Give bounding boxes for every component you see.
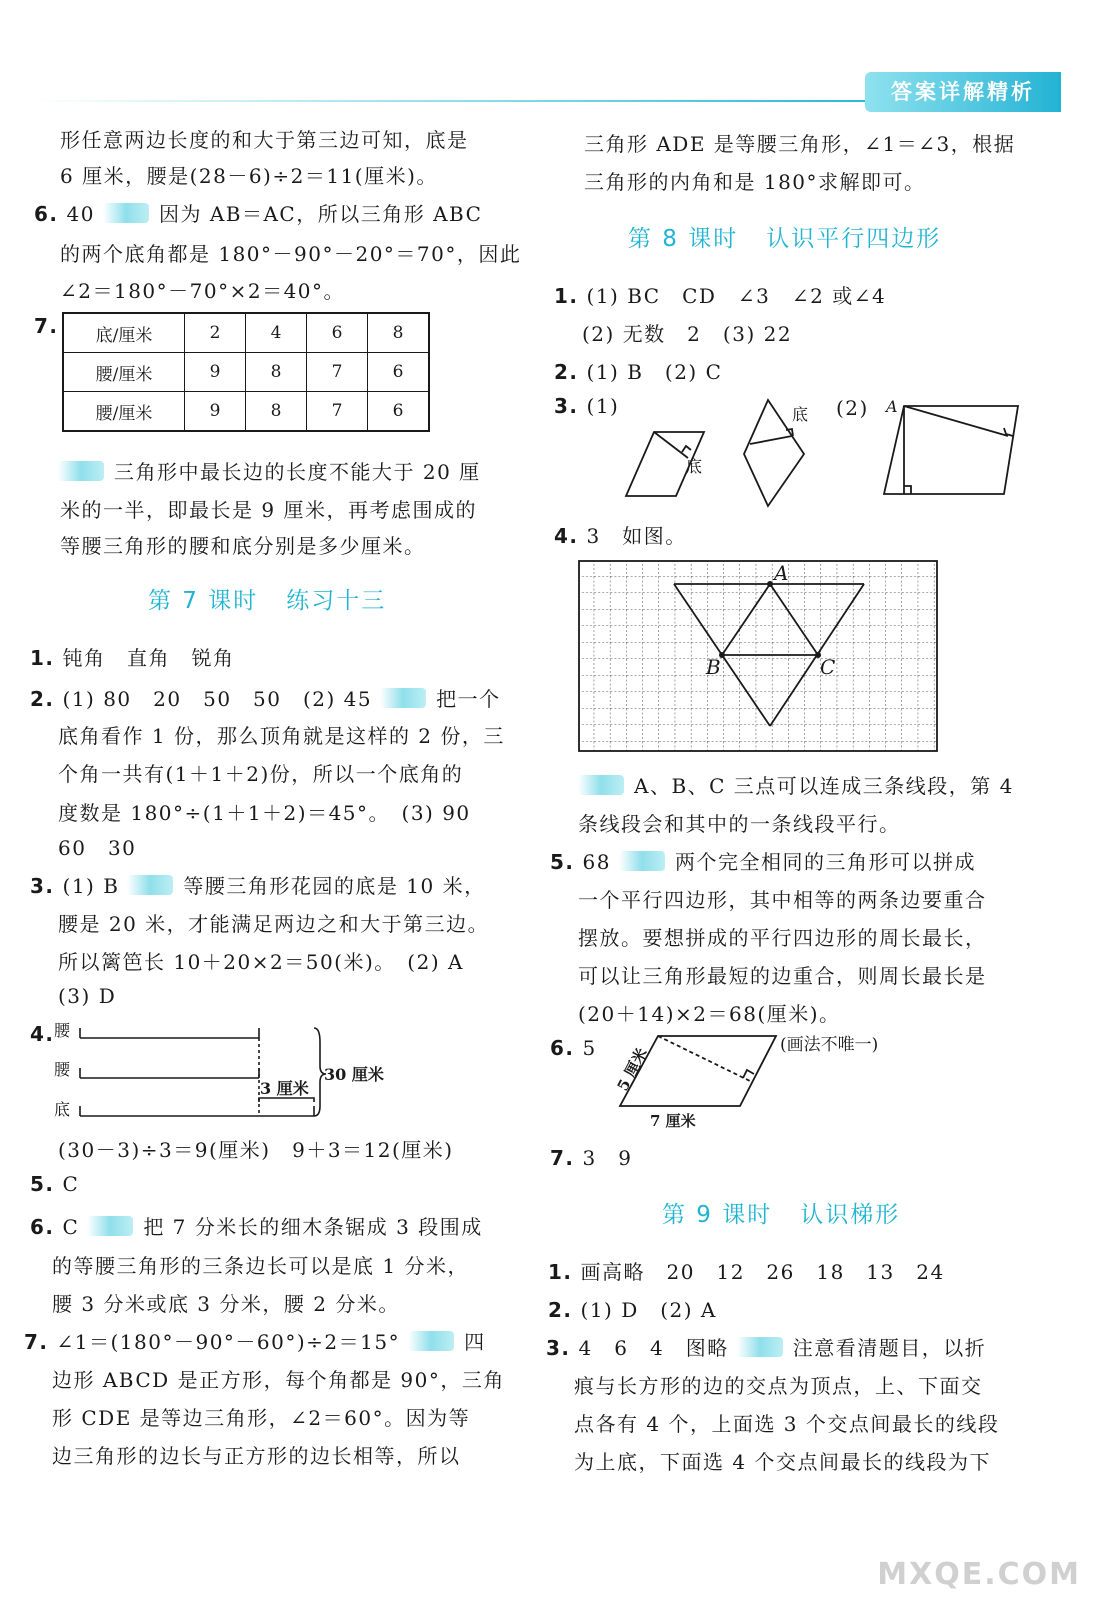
text-line: 米的一半，即最长是 9 厘米，再考虑围成的	[60, 498, 477, 522]
answer: (1) D (2) A	[580, 1298, 717, 1322]
section-title-9	[662, 1196, 900, 1229]
text-line: 60 30	[58, 836, 137, 860]
answer-1	[548, 1256, 945, 1285]
answer: 68	[582, 850, 611, 874]
answer-2	[30, 683, 501, 712]
answer: (1) B (2) C	[586, 360, 723, 384]
segment-diagram	[52, 1018, 412, 1128]
answer: C	[62, 1215, 80, 1239]
question-number: 1.	[30, 646, 55, 670]
table-cell: 6	[307, 313, 368, 353]
text-line: 腰是 20 米，才能满足两边之和大于第三边。	[58, 912, 490, 936]
answer-1	[554, 280, 886, 309]
label-total: 30 厘米	[324, 1065, 384, 1084]
label-b: B	[706, 655, 721, 679]
right-angle-mark	[904, 486, 911, 494]
text-line: 一个平行四边形，其中相等的两条边要重合	[578, 888, 987, 912]
watermark: MXQE.COM	[877, 1557, 1081, 1592]
explanation-tag-icon	[737, 1337, 783, 1357]
table-cell: 6	[368, 392, 430, 432]
answer-5	[30, 1172, 79, 1196]
answer-4	[554, 520, 687, 549]
grid-triangle-figure	[578, 560, 940, 754]
text-line: 形任意两边长度的和大于第三边可知，底是	[60, 128, 469, 152]
text-line: 三角形 ADE 是等腰三角形，∠1＝∠3，根据	[584, 132, 1016, 156]
table-row	[63, 353, 429, 392]
question-number: 5.	[30, 1172, 55, 1196]
answer-7	[550, 1142, 632, 1171]
explanation-tag-icon	[127, 875, 173, 895]
lesson-topic: 认识梯形	[800, 1202, 901, 1228]
text-line: 的等腰三角形的三条边长可以是底 1 分米，	[52, 1254, 469, 1278]
answer: ∠1＝(180°－90°－60°)÷2＝15°	[56, 1330, 401, 1354]
explanation-tag-icon	[619, 851, 665, 871]
answer: 3 如图。	[586, 524, 687, 548]
answer-2	[554, 356, 722, 385]
label-di: 底	[792, 405, 809, 424]
table-cell: 6	[368, 353, 430, 392]
explanation-tag-icon	[87, 1216, 133, 1236]
text-line: 可以让三角形最短的边重合，则周长最长是	[578, 964, 987, 988]
table-row	[63, 392, 429, 432]
label-a: A	[774, 561, 789, 585]
explanation: 注意看清题目，以折	[792, 1336, 987, 1360]
text-line: 等腰三角形的腰和底分别是多少厘米。	[60, 534, 426, 558]
parallelogram-heights-figure	[620, 396, 1030, 510]
section-title-8	[628, 220, 941, 253]
text-line: (30－3)÷3＝9(厘米) 9＋3＝12(厘米)	[58, 1138, 454, 1162]
text-line: 6 厘米，腰是(28－6)÷2＝11(厘米)。	[60, 164, 438, 188]
text-line: 点各有 4 个，上面选 3 个交点间最长的线段	[574, 1412, 1000, 1436]
answer-1	[30, 642, 235, 671]
answer-3	[30, 870, 486, 899]
explanation-line	[578, 770, 1014, 799]
table-cell: 4	[246, 313, 307, 353]
text-line: 所以篱笆长 10＋20×2＝50(米)。 (2) A	[58, 950, 464, 974]
text-line: (3) D	[58, 984, 117, 1008]
answer-3	[546, 1332, 986, 1361]
text-line: 度数是 180°÷(1＋1＋2)＝45°。 (3) 90	[58, 801, 471, 825]
question-number: 3.	[30, 874, 55, 898]
height-line	[658, 1036, 752, 1082]
question-number: 1.	[548, 1260, 573, 1284]
diff-brace	[259, 1098, 314, 1102]
table-cell: 7	[307, 392, 368, 432]
explanation: 把一个	[436, 687, 501, 711]
lesson-topic: 认识平行四边形	[766, 226, 942, 252]
question-number: 4.	[554, 524, 579, 548]
text-line: 摆放。要想拼成的平行四边形的周长最长，	[578, 926, 987, 950]
question-number: 6.	[34, 202, 59, 226]
table-row	[63, 313, 429, 353]
answer: 3 9	[582, 1146, 633, 1170]
section-title-7	[148, 582, 386, 615]
explanation: 把 7 分米长的细木条锯成 3 段围成	[143, 1215, 483, 1239]
text-line: 条线段会和其中的一条线段平行。	[578, 812, 901, 836]
text-line: 三角形的内角和是 180°求解即可。	[584, 170, 926, 194]
part-label: (1)	[586, 394, 620, 418]
answer: 40	[66, 202, 95, 226]
question-6	[34, 198, 482, 227]
question-number: 3.	[546, 1336, 571, 1360]
explanation: 四	[464, 1330, 486, 1354]
answer-5	[550, 846, 976, 875]
explanation: A、B、C 三点可以连成三条线段，第 4	[634, 774, 1014, 798]
parallelogram	[620, 1036, 776, 1106]
answer-2	[548, 1294, 717, 1323]
text-line: 边三角形的边长与正方形的边长相等，所以	[52, 1444, 461, 1468]
table-cell: 7	[307, 353, 368, 392]
explanation: 两个完全相同的三角形可以拼成	[674, 850, 976, 874]
right-angle-mark	[682, 446, 691, 452]
explanation-tag-icon	[578, 775, 624, 795]
explanation-line	[58, 456, 481, 485]
text-line: 痕与长方形的边的交点为顶点，上、下面交	[574, 1374, 983, 1398]
parallelogram-figure	[604, 1030, 924, 1134]
answer: 画高略 20 12 26 18 13 24	[580, 1260, 945, 1284]
text-line: ∠2＝180°－70°×2＝40°。	[60, 279, 346, 303]
question-number: 2.	[548, 1298, 573, 1322]
explanation: 等腰三角形花园的底是 10 米，	[183, 874, 486, 898]
right-angle-mark	[743, 1070, 754, 1078]
part-label: (2)	[836, 396, 869, 420]
text-line: 腰 3 分米或底 3 分米，腰 2 分米。	[52, 1292, 400, 1316]
text-line: 个角一共有(1＋1＋2)份，所以一个底角的	[58, 762, 464, 786]
label-a: A	[886, 397, 898, 416]
explanation-tag-icon	[408, 1331, 454, 1351]
explanation: 三角形中最长边的长度不能大于 20 厘	[114, 460, 481, 484]
answer-3	[554, 394, 619, 418]
question-number: 2.	[30, 687, 55, 711]
answer: (1) 80 20 50 50 (2) 45	[62, 687, 373, 711]
answer-7	[24, 1326, 486, 1355]
question-number: 5.	[550, 850, 575, 874]
answer-6	[550, 1036, 597, 1060]
table-cell: 8	[368, 313, 430, 353]
text-line: (2) 无数 2 (3) 22	[582, 322, 793, 346]
text-line: 为上底，下面选 4 个交点间最长的线段为下	[574, 1450, 991, 1474]
table-cell: 腰/厘米	[63, 392, 185, 432]
table-cell: 9	[185, 392, 246, 432]
table-cell: 8	[246, 353, 307, 392]
text-line: 形 CDE 是等边三角形，∠2＝60°。因为等	[52, 1406, 471, 1430]
label-yao-2: 腰	[54, 1060, 71, 1079]
question-number-label: 7.	[34, 314, 59, 338]
answer: 钝角 直角 锐角	[62, 646, 235, 670]
side-length-table	[62, 312, 430, 432]
height-line	[654, 432, 688, 458]
label-c: C	[820, 655, 836, 679]
question-number: 2.	[554, 360, 579, 384]
table-cell: 2	[185, 313, 246, 353]
label-di: 底	[686, 457, 703, 476]
question-number: 7.	[550, 1146, 575, 1170]
header-banner: 答案详解精析	[865, 72, 1061, 112]
text-line: 边形 ABCD 是正方形，每个角都是 90°，三角	[52, 1368, 505, 1392]
question-number: 6.	[30, 1215, 55, 1239]
explanation-tag-icon	[380, 688, 426, 708]
point-a	[767, 581, 773, 587]
answer-6	[30, 1211, 483, 1240]
header-rule	[30, 100, 870, 102]
height-line	[750, 436, 792, 444]
answer: 4 6 4 图略	[578, 1336, 729, 1360]
label-yao-1: 腰	[54, 1021, 71, 1040]
label-diff: 3 厘米	[260, 1079, 309, 1098]
lesson-label: 第 7 课时	[148, 588, 259, 614]
explanation-tag-icon	[58, 461, 104, 481]
height-line	[904, 406, 1008, 436]
table-cell: 腰/厘米	[63, 353, 185, 392]
lesson-topic: 练习十三	[286, 588, 387, 614]
table-cell: 9	[185, 353, 246, 392]
question-number: 4.	[30, 1022, 55, 1046]
lesson-label: 第 8 课时	[628, 226, 739, 252]
explanation-tag-icon	[103, 203, 149, 223]
label-base: 7 厘米	[650, 1112, 696, 1130]
label-side: 5 厘米	[613, 1045, 651, 1094]
question-number: 6.	[550, 1036, 575, 1060]
grid-frame	[579, 561, 937, 751]
text-line: 底角看作 1 份，那么顶角就是这样的 2 份，三	[58, 724, 505, 748]
note: (画法不唯一)	[780, 1035, 879, 1055]
explanation: 因为 AB＝AC，所以三角形 ABC	[158, 202, 483, 226]
table-cell: 底/厘米	[63, 313, 185, 353]
table-cell: 8	[246, 392, 307, 432]
question-number: 1.	[554, 284, 579, 308]
question-number: 7.	[24, 1330, 49, 1354]
answer: (1) BC CD ∠3 ∠2 或∠4	[586, 284, 887, 308]
text-line: 的两个底角都是 180°－90°－20°＝70°，因此	[60, 242, 522, 266]
text-line: (20＋14)×2＝68(厘米)。	[578, 1002, 841, 1026]
answer: C	[62, 1172, 80, 1196]
label-di: 底	[54, 1100, 71, 1119]
answer: 5	[582, 1036, 597, 1060]
lesson-label: 第 9 课时	[662, 1202, 773, 1228]
question-number: 3.	[554, 394, 579, 418]
answer: (1) B	[62, 874, 120, 898]
